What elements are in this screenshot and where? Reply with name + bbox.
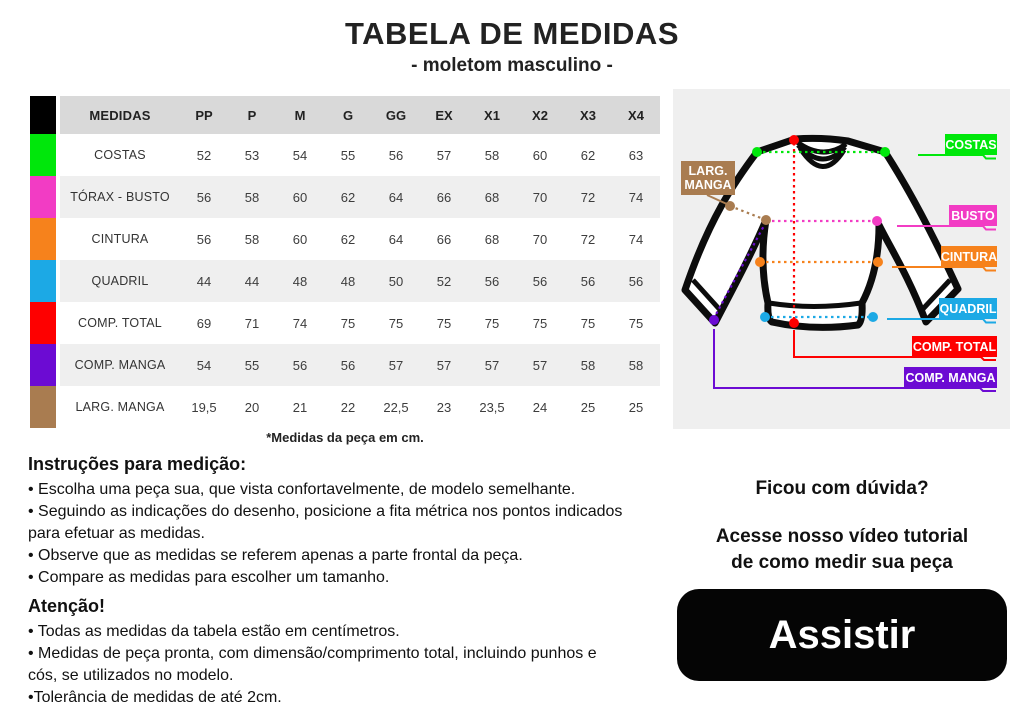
header-size-cell: M bbox=[294, 107, 306, 123]
row-measure-label: COMP. MANGA bbox=[74, 358, 166, 372]
row-color-swatch bbox=[30, 386, 56, 428]
size-value-cell: 75 bbox=[388, 315, 404, 331]
row-cells bbox=[60, 302, 660, 344]
size-value-cell: 22,5 bbox=[383, 399, 409, 415]
size-value-cell: 56 bbox=[532, 273, 548, 289]
page-title: TABELA DE MEDIDAS bbox=[345, 16, 679, 51]
larg-manga-line1: LARG. bbox=[688, 164, 728, 178]
size-value-cell: 62 bbox=[580, 147, 596, 163]
size-value-cell: 58 bbox=[244, 189, 260, 205]
size-value-cell: 50 bbox=[388, 273, 404, 289]
size-value-cell: 72 bbox=[580, 189, 596, 205]
size-value-cell: 74 bbox=[628, 189, 644, 205]
size-value-cell: 64 bbox=[388, 189, 404, 205]
bullet-item: •Tolerância de medidas de até 2cm. bbox=[28, 689, 282, 706]
size-value-cell: 55 bbox=[244, 357, 260, 373]
size-value-cell: 68 bbox=[484, 231, 500, 247]
row-measure-label: QUADRIL bbox=[91, 274, 149, 288]
size-value-cell: 71 bbox=[244, 315, 260, 331]
size-value-cell: 57 bbox=[436, 147, 452, 163]
size-value-cell: 75 bbox=[340, 315, 356, 331]
size-value-cell: 56 bbox=[340, 357, 356, 373]
size-value-cell: 22 bbox=[340, 399, 356, 415]
size-value-cell: 52 bbox=[436, 273, 452, 289]
size-value-cell: 68 bbox=[484, 189, 500, 205]
svg-text:CINTURA: CINTURA bbox=[940, 250, 998, 264]
size-value-cell: 57 bbox=[388, 357, 404, 373]
size-value-cell: 75 bbox=[532, 315, 548, 331]
size-value-cell: 75 bbox=[436, 315, 452, 331]
size-value-cell: 58 bbox=[484, 147, 500, 163]
row-measure-label: CINTURA bbox=[91, 232, 149, 246]
row-color-swatch bbox=[30, 302, 56, 344]
larg-manga-line2: MANGA bbox=[684, 178, 732, 192]
size-value-cell: 75 bbox=[628, 315, 644, 331]
size-value-cell: 66 bbox=[436, 189, 452, 205]
table-row bbox=[30, 302, 660, 344]
size-value-cell: 56 bbox=[196, 231, 212, 247]
size-value-cell: 58 bbox=[580, 357, 596, 373]
size-value-cell: 72 bbox=[580, 231, 596, 247]
size-value-cell: 44 bbox=[196, 273, 212, 289]
size-value-cell: 58 bbox=[244, 231, 260, 247]
row-cells bbox=[60, 176, 660, 218]
size-value-cell: 56 bbox=[388, 147, 404, 163]
bullet-item: • Escolha uma peça sua, que vista confortavelmente, de modelo semelhante. bbox=[28, 481, 576, 498]
instructions-heading: Instruções para medição: bbox=[28, 454, 247, 474]
size-value-cell: 44 bbox=[244, 273, 260, 289]
size-value-cell: 57 bbox=[436, 357, 452, 373]
help-question: Ficou com dúvida? bbox=[755, 478, 929, 499]
size-value-cell: 56 bbox=[484, 273, 500, 289]
bullet-item: • Seguindo as indicações do desenho, posicione a fita métrica nos pontos indicados para efetuar as medidas. bbox=[28, 503, 623, 542]
size-value-cell: 25 bbox=[580, 399, 596, 415]
help-tutorial-text bbox=[660, 524, 1024, 576]
size-value-cell: 48 bbox=[340, 273, 356, 289]
row-cells bbox=[60, 218, 660, 260]
table-row bbox=[30, 386, 660, 428]
size-value-cell: 75 bbox=[484, 315, 500, 331]
header-size-cell: GG bbox=[385, 107, 407, 123]
sweatshirt-diagram bbox=[673, 89, 1010, 429]
size-value-cell: 69 bbox=[196, 315, 212, 331]
help-line1: Acesse nosso vídeo tutorial bbox=[715, 526, 969, 547]
size-value-cell: 23,5 bbox=[479, 399, 505, 415]
table-row bbox=[30, 176, 660, 218]
size-value-cell: 56 bbox=[580, 273, 596, 289]
size-value-cell: 57 bbox=[532, 357, 548, 373]
table-header-row bbox=[30, 96, 660, 134]
size-value-cell: 52 bbox=[196, 147, 212, 163]
svg-text:BUSTO: BUSTO bbox=[951, 209, 995, 223]
page-subtitle: - moletom masculino - bbox=[411, 55, 613, 76]
attention-heading: Atenção! bbox=[28, 596, 106, 616]
svg-text:COMP. TOTAL: COMP. TOTAL bbox=[912, 340, 997, 354]
row-measure-label: LARG. MANGA bbox=[75, 400, 165, 414]
header-size-cell: G bbox=[342, 107, 354, 123]
size-value-cell: 56 bbox=[628, 273, 644, 289]
size-value-cell: 19,5 bbox=[191, 399, 217, 415]
row-color-swatch bbox=[30, 176, 56, 218]
bullet-item: • Todas as medidas da tabela estão em centímetros. bbox=[28, 623, 400, 640]
size-value-cell: 54 bbox=[196, 357, 212, 373]
table-row bbox=[30, 344, 660, 386]
diagram-label-cintura bbox=[941, 246, 997, 267]
size-value-cell: 62 bbox=[340, 189, 356, 205]
size-value-cell: 24 bbox=[532, 399, 548, 415]
size-value-cell: 54 bbox=[292, 147, 308, 163]
size-value-cell: 56 bbox=[196, 189, 212, 205]
table-row bbox=[30, 260, 660, 302]
header-size-cell: X4 bbox=[628, 107, 644, 123]
bullet-item: • Compare as medidas para escolher um tamanho. bbox=[28, 569, 390, 586]
table-row bbox=[30, 218, 660, 260]
size-value-cell: 23 bbox=[436, 399, 452, 415]
size-value-cell: 55 bbox=[340, 147, 356, 163]
size-value-cell: 75 bbox=[580, 315, 596, 331]
row-color-swatch bbox=[30, 218, 56, 260]
header-color-swatch bbox=[30, 96, 56, 134]
size-value-cell: 25 bbox=[628, 399, 644, 415]
table-row bbox=[30, 134, 660, 176]
attention-list bbox=[28, 621, 628, 709]
header-size-cell: X2 bbox=[532, 107, 548, 123]
header-size-cell: X3 bbox=[580, 107, 596, 123]
row-cells bbox=[60, 260, 660, 302]
watch-video-button[interactable] bbox=[677, 589, 1007, 681]
table-footnote: *Medidas da peça em cm. bbox=[266, 430, 424, 445]
size-value-cell: 56 bbox=[292, 357, 308, 373]
row-color-swatch bbox=[30, 260, 56, 302]
header-size-cell: PP bbox=[195, 107, 213, 123]
size-value-cell: 62 bbox=[340, 231, 356, 247]
svg-text:COSTAS: COSTAS bbox=[945, 138, 997, 152]
row-color-swatch bbox=[30, 134, 56, 176]
instructions-block bbox=[28, 454, 628, 589]
header-size-cell: EX bbox=[435, 107, 453, 123]
row-cells bbox=[60, 386, 660, 428]
size-value-cell: 66 bbox=[436, 231, 452, 247]
size-value-cell: 60 bbox=[532, 147, 548, 163]
size-value-cell: 60 bbox=[292, 189, 308, 205]
size-value-cell: 58 bbox=[628, 357, 644, 373]
size-value-cell: 70 bbox=[532, 189, 548, 205]
svg-text:COMP. MANGA: COMP. MANGA bbox=[905, 371, 996, 385]
header-size-cell: P bbox=[247, 107, 257, 123]
size-value-cell: 57 bbox=[484, 357, 500, 373]
bullet-item: • Medidas de peça pronta, com dimensão/comprimento total, incluindo punhos e cós, se utilizados no modelo. bbox=[28, 645, 597, 684]
size-value-cell: 70 bbox=[532, 231, 548, 247]
diagram-label-busto bbox=[949, 205, 997, 226]
bullet-item: • Observe que as medidas se referem apenas a parte frontal da peça. bbox=[28, 547, 523, 564]
size-value-cell: 21 bbox=[292, 399, 308, 415]
size-value-cell: 74 bbox=[628, 231, 644, 247]
header-cells bbox=[60, 96, 660, 134]
size-value-cell: 60 bbox=[292, 231, 308, 247]
svg-text:QUADRIL: QUADRIL bbox=[939, 302, 997, 316]
row-measure-label: COSTAS bbox=[94, 148, 146, 162]
row-cells bbox=[60, 344, 660, 386]
row-measure-label: TÓRAX - BUSTO bbox=[70, 190, 170, 204]
row-cells bbox=[60, 134, 660, 176]
diagram-label-larg-manga bbox=[681, 161, 735, 195]
diagram-label-quadril bbox=[939, 298, 997, 319]
size-value-cell: 53 bbox=[244, 147, 260, 163]
instructions-list bbox=[28, 479, 628, 589]
size-value-cell: 48 bbox=[292, 273, 308, 289]
row-color-swatch bbox=[30, 344, 56, 386]
size-value-cell: 63 bbox=[628, 147, 644, 163]
attention-block bbox=[28, 596, 628, 709]
diagram-label-comp-total bbox=[912, 336, 997, 357]
size-value-cell: 20 bbox=[244, 399, 260, 415]
diagram-label-comp-manga bbox=[904, 367, 997, 388]
header-medidas-label: MEDIDAS bbox=[89, 107, 151, 123]
size-table bbox=[30, 96, 660, 428]
watch-button-label: Assistir bbox=[768, 612, 916, 657]
diagram-label-costas bbox=[945, 134, 997, 155]
help-line2: de como medir sua peça bbox=[731, 552, 953, 573]
size-value-cell: 64 bbox=[388, 231, 404, 247]
size-value-cell: 74 bbox=[292, 315, 308, 331]
sweatshirt-diagram-panel bbox=[673, 89, 1010, 429]
header-size-cell: X1 bbox=[484, 107, 500, 123]
size-table-body bbox=[30, 134, 660, 428]
row-measure-label: COMP. TOTAL bbox=[78, 316, 162, 330]
